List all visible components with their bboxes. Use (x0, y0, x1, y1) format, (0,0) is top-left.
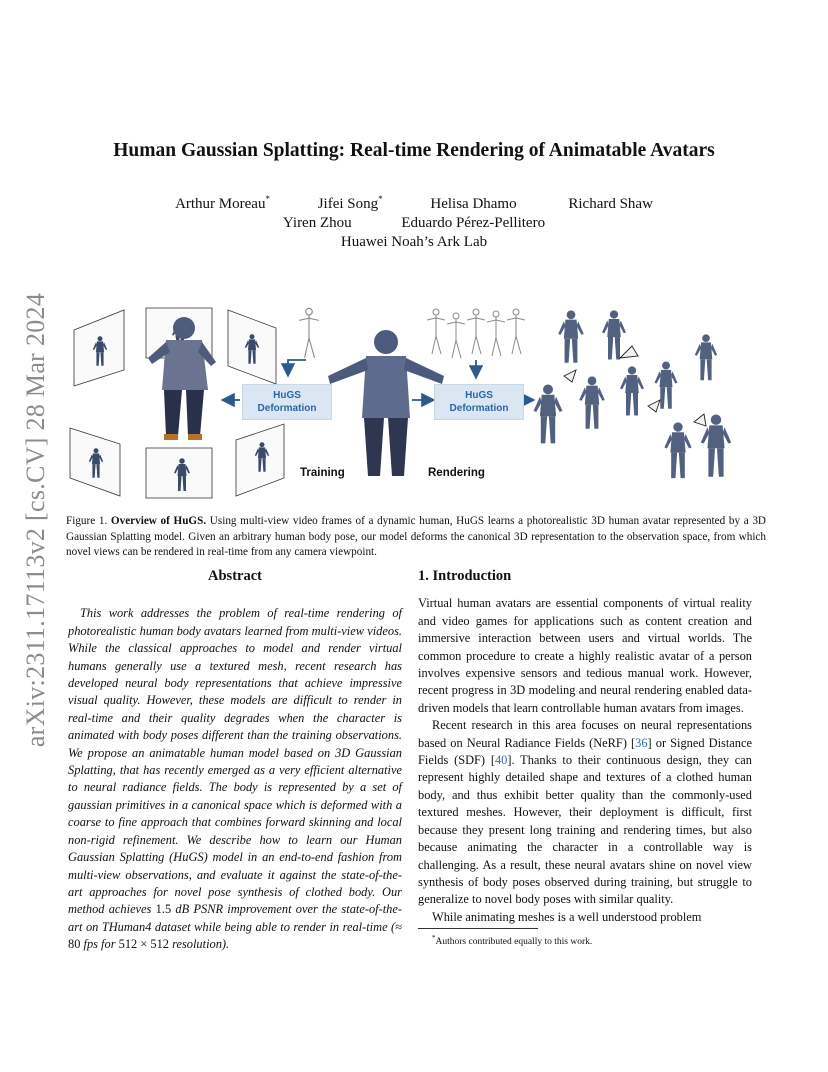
author-name: Arthur Moreau* (175, 194, 270, 212)
arxiv-stamp: arXiv:2311.17113v2 [cs.CV] 28 Mar 2024 (21, 292, 50, 748)
hugs-deformation-box-rendering: HuGS Deformation (434, 384, 524, 420)
abstract-text: This work addresses the problem of real-time rendering of photorealistic human body avatars learned from multi-view videos. While the classical approaches to model and render virtual humans generally use a textured mesh, recent research has developed neural body representations that achieve impressive visual quality. However, these models are difficult to render in real-time and their quality degrades when the character is animated with body poses different than the training observations. We propose an animatable human model based on 3D Gaussian Splatting, that has recently emerged as a very efficient alternative to neural radiance fields. The body is represented by a set of gaussian primitives in a canonical space which is deformed with a coarse to fine approach that combines forward skinning and local non-rigid refinement. We describe how to learn our Human Gaussian Splatting (HuGS) model in an end-to-end fashion from multi-view observations, and evaluate it against the state-of-the-art approaches for novel pose synthesis of clothed body. Our method achieves 1.5 dB PSNR improvement over the state-of-the-art on THuman4 dataset while being able to render in real-time (≈ 80 fps for 512 × 512 resolution). (68, 606, 402, 952)
hugs-deformation-box-training: HuGS Deformation (242, 384, 332, 420)
overview-figure (66, 300, 766, 500)
affiliation: Huawei Noah’s Ark Lab (340, 234, 488, 250)
rendering-label: Rendering (428, 467, 485, 479)
abstract-heading: Abstract (208, 568, 262, 584)
authors-row-2 (0, 215, 828, 232)
authors-row-1 (0, 196, 828, 213)
intro-paragraph-2: Recent research in this area focuses on neural representations based on Neural Radiance Fields (NeRF) [36] or Signed Distance Fields (SDF) [40]. Thanks to their continuous design, they can represent highly detailed shape and textures of a clothed human body, and thus exhibit better quality than the commonly-used textured meshes. However, their deployment is difficult, first because they present long training and rendering times, but also because animating the character in a controllable way is challenging. As a result, these neural avatars shine on novel view synthesis of body poses observed during training, but struggle to generalize to novel body poses with similar quality. (418, 718, 752, 907)
introduction-heading: 1. Introduction (418, 568, 512, 584)
author-name: Helisa Dhamo (430, 196, 517, 212)
citation-link[interactable]: 40 (494, 753, 508, 768)
paper-title: Human Gaussian Splatting: Real-time Rendering of Animatable Avatars (113, 140, 715, 161)
intro-paragraph-1: Virtual human avatars are essential components of virtual reality and video games for applications such as content creation and immersive interaction between users and virtual worlds. The common procedure to create a highly realistic avatar of a person involves expensive sensors and tedious manual work. However, recent progress in 3D modeling and neural rendering enabled data-driven models that learn controllable human avatars from images. (418, 596, 752, 715)
introduction-section (418, 568, 752, 949)
citation-link[interactable]: 36 (635, 735, 648, 750)
author-name: Yiren Zhou (282, 215, 352, 231)
author-name: Richard Shaw (568, 196, 653, 212)
abstract-section (68, 568, 402, 954)
training-label: Training (300, 467, 345, 479)
figure-caption: Figure 1. Overview of HuGS. Using multi-view video frames of a dynamic human, HuGS learns a photorealistic 3D human avatar represented by a 3D Gaussian Splatting model. Given an arbitrary human body pose, our model deforms the canonical 3D representation to the observation space, from which novel views can be rendered in real-time from any camera viewpoint. (66, 515, 766, 558)
footnote-divider (418, 928, 538, 929)
author-name: Jifei Song* (317, 194, 383, 212)
author-name: Eduardo Pérez-Pellitero (401, 215, 546, 231)
figure-illustration (66, 300, 766, 500)
intro-paragraph-3: While animating meshes is a well understood problem (432, 909, 702, 924)
footnote: *Authors contributed equally to this work. (432, 934, 593, 948)
